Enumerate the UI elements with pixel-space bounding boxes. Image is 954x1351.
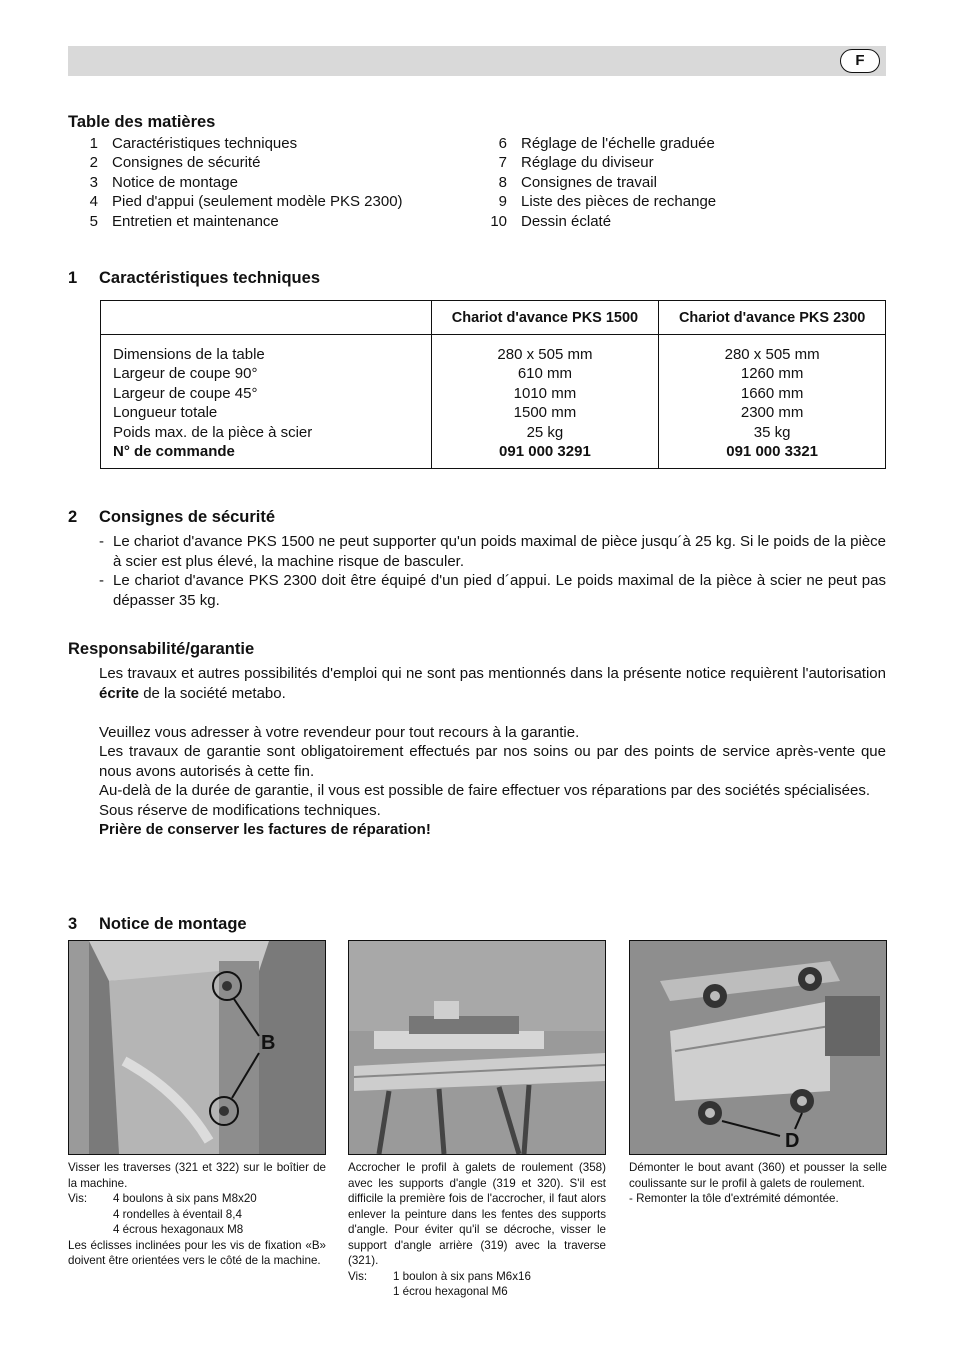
photo-label-b: B [261, 1032, 276, 1054]
caption-parts [348, 1269, 606, 1300]
spec-value: 091 000 3321 [726, 443, 819, 461]
caption-text: Accrocher le profil à galets de roulement (358) avec les supports d'angle (319 et 320). S'il est difficile la première fois de l'accrocher, il faut alors enlever la peinture dans les fentes des supports d'angle. Pour éviter qu'il se décroche, visser le support d'angle arrière (319) avec la traverse (321). [348, 1161, 606, 1267]
toc-right [477, 134, 716, 231]
photo-crossbar-mounting [68, 940, 326, 1155]
spec-table [100, 300, 886, 469]
spec-value: 280 x 505 mm [724, 346, 820, 363]
photo-roller-profile [348, 940, 606, 1155]
safety-bullet: - Le chariot d'avance PKS 1500 ne peut supporter qu'un poids maximal de pièce jusqu´à 25 kg. Si le poids de la pièce à scier est plus élevé, la machine risque de basculer. [99, 532, 886, 571]
spec-value: 091 000 3291 [499, 443, 591, 461]
spec-label: Poids max. de la pièce à scier [113, 423, 313, 441]
caption-parts [68, 1191, 326, 1238]
spec-value: 2300 mm [740, 404, 804, 422]
caption-text: Démonter le bout avant (360) et pousser la selle coulissante sur le profil à galets de roulement. [629, 1161, 887, 1190]
caption-3 [629, 1160, 887, 1207]
toc-left [68, 134, 403, 231]
caption-part: 4 rondelles à éventail 8,4 [113, 1207, 242, 1221]
photo-sliding-carriage [629, 940, 887, 1155]
spec-labels [101, 335, 432, 469]
spec-values-pks2300 [659, 335, 886, 469]
spec-value: 610 mm [517, 365, 573, 383]
spec-label: Largeur de coupe 45° [113, 384, 258, 402]
warranty-paragraph: Au-delà de la durée de garantie, il vous est possible de faire effectuer vos réparations par des sociétés spécialisées. [99, 782, 871, 799]
caption-part: 1 écrou hexagonal M6 [393, 1285, 508, 1298]
caption-vis-label: Vis: [68, 1192, 88, 1205]
spec-values-pks1500 [431, 335, 659, 469]
caption-text: Visser les traverses (321 et 322) sur le boîtier de la machine. [68, 1161, 326, 1190]
spec-label: N° de commande [113, 443, 235, 461]
spec-value: 1660 mm [740, 384, 804, 402]
toc-item: 8 Consignes de travail [498, 173, 657, 191]
spec-header-empty [101, 301, 432, 335]
photo-illustration [349, 941, 605, 1154]
section-3-heading: 3 Notice de montage [68, 915, 247, 933]
section-2-heading: 2 Consignes de sécurité [68, 508, 276, 526]
caption-part: 4 boulons à six pans M8x20 [113, 1192, 257, 1205]
warranty-paragraph: Les travaux et autres possibilités d'emploi qui ne sont pas mentionnés dans la présente notice requièrent l'autorisation écrite de la société metabo. [99, 665, 886, 702]
safety-bullets [99, 532, 886, 610]
photo-label-d: D [785, 1130, 800, 1152]
spec-label: Longueur totale [113, 404, 218, 422]
spec-value: 25 kg [526, 423, 564, 441]
caption-1 [68, 1160, 326, 1269]
caption-vis-label: Vis: [348, 1269, 368, 1283]
warranty-paragraph: Veuillez vous adresser à votre revendeur pour tout recours à la garantie. [99, 723, 580, 741]
spec-value: 1260 mm [740, 365, 804, 383]
spec-header-pks2300: Chariot d'avance PKS 2300 [659, 301, 886, 335]
toc-item: 3 Notice de montage [89, 173, 238, 191]
photo-illustration [630, 941, 886, 1154]
caption-part: 4 écrous hexagonaux M8 [113, 1223, 244, 1236]
warranty-note: Prière de conserver les factures de réparation! [99, 821, 431, 838]
caption-part: 1 boulon à six pans M6x16 [393, 1269, 531, 1283]
spec-table-header [101, 301, 886, 335]
toc-item: 7 Réglage du diviseur [498, 154, 654, 172]
photo-illustration [69, 941, 325, 1154]
toc-item: 10 Dessin éclaté [490, 212, 612, 230]
caption-note: - Remonter la tôle d'extrémité démontée. [629, 1192, 839, 1205]
safety-bullet: - Le chariot d'avance PKS 2300 doit être équipé d'un pied d´appui. Le poids maximal de la pièce à scier ne peut pas dépasser 35 kg. [99, 571, 886, 610]
toc-item: 2 Consignes de sécurité [89, 154, 261, 172]
warranty-text [99, 664, 886, 840]
caption-text: Les éclisses inclinées pour les vis de fixation «B» doivent être orientées vers le côté de la machine. [68, 1238, 326, 1267]
header-bar [68, 46, 886, 76]
spec-value: 1500 mm [513, 404, 577, 422]
spec-value: 1010 mm [513, 384, 577, 402]
section-1-heading: 1 Caractéristiques techniques [68, 269, 320, 287]
toc-item: 4 Pied d'appui (seulement modèle PKS 2300) [89, 193, 403, 211]
warranty-heading: Responsabilité/garantie [68, 640, 255, 658]
spec-header-pks1500: Chariot d'avance PKS 1500 [431, 301, 659, 335]
spec-label: Dimensions de la table [113, 346, 265, 363]
toc-item: 9 Liste des pièces de rechange [498, 193, 717, 211]
caption-2 [348, 1160, 606, 1300]
spec-label: Largeur de coupe 90° [113, 365, 258, 383]
language-badge: F [840, 49, 880, 73]
toc-item: 6 Réglage de l'échelle graduée [498, 135, 715, 152]
warranty-paragraph: Sous réserve de modifications techniques. [99, 801, 381, 819]
toc-title: Table des matières [68, 113, 216, 131]
spec-table-body [101, 335, 886, 469]
warranty-paragraph: Les travaux de garantie sont obligatoirement effectués par nos soins ou par des points de service après-vente que nous avons autorisés à cette fin. [99, 743, 886, 780]
toc-item: 1 Caractéristiques techniques [89, 135, 298, 152]
spec-value: 280 x 505 mm [497, 346, 593, 363]
spec-value: 35 kg [753, 423, 791, 441]
toc-item: 5 Entretien et maintenance [89, 212, 279, 230]
